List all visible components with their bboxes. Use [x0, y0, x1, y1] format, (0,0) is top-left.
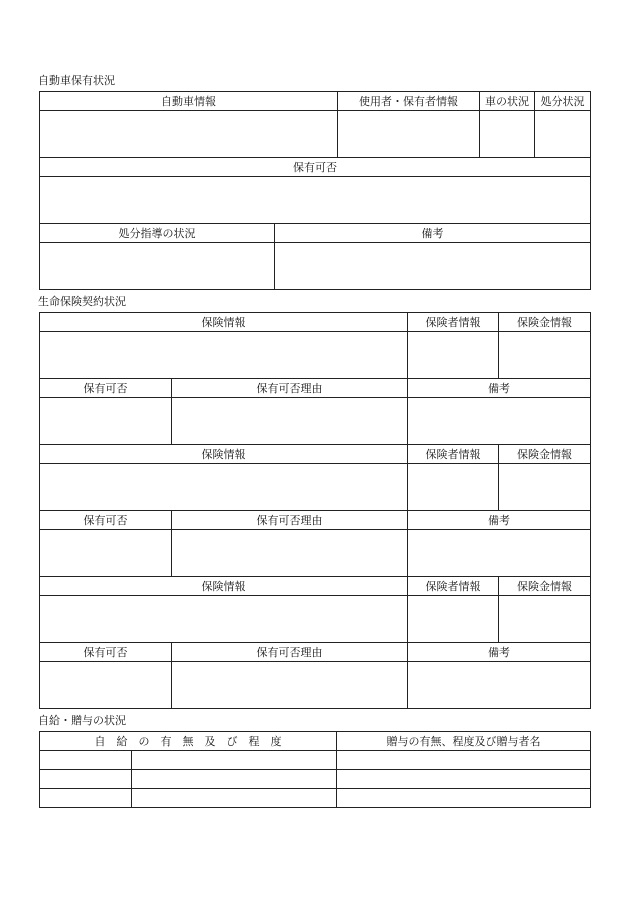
- support-row-cell[interactable]: [40, 751, 132, 770]
- gift-header: 贈与の有無、程度及び贈与者名: [337, 732, 591, 751]
- insured-info-cell[interactable]: [408, 464, 499, 511]
- retention-header: 保有可否: [40, 511, 172, 530]
- disposal-guidance-header: 処分指導の状況: [40, 224, 275, 243]
- insured-info-cell[interactable]: [408, 332, 499, 379]
- disposal-guidance-cell[interactable]: [40, 243, 275, 290]
- vehicle-section-title: 自動車保有状況: [38, 74, 115, 87]
- benefit-info-cell[interactable]: [499, 596, 591, 643]
- insured-info-header: 保険者情報: [408, 313, 499, 332]
- vehicle-info-header: 自動車情報: [40, 92, 338, 111]
- insurance-info-header: 保険情報: [40, 445, 408, 464]
- insurance-remarks-header: 備考: [408, 511, 591, 530]
- support-row-cell[interactable]: [132, 770, 337, 789]
- insurance-info-cell[interactable]: [40, 464, 408, 511]
- retention-reason-cell[interactable]: [172, 530, 408, 577]
- insurance-info-cell[interactable]: [40, 332, 408, 379]
- insurance-remarks-header: 備考: [408, 379, 591, 398]
- insurance-info-header: 保険情報: [40, 577, 408, 596]
- insured-info-header: 保険者情報: [408, 445, 499, 464]
- life-insurance-section-title: 生命保険契約状況: [38, 295, 126, 308]
- retention-cell[interactable]: [40, 398, 172, 445]
- user-owner-info-cell[interactable]: [338, 111, 480, 158]
- support-row-cell[interactable]: [337, 751, 591, 770]
- insurance-info-header: 保険情報: [40, 313, 408, 332]
- retention-reason-header: 保有可否理由: [172, 511, 408, 530]
- self-supply-header: 自給の有無及び程度: [40, 732, 337, 751]
- disposal-status-header: 処分状況: [535, 92, 591, 111]
- vehicle-remarks-cell[interactable]: [275, 243, 591, 290]
- benefit-info-header: 保険金情報: [499, 577, 591, 596]
- insured-info-cell[interactable]: [408, 596, 499, 643]
- disposal-status-cell[interactable]: [535, 111, 591, 158]
- car-status-header: 車の状況: [480, 92, 535, 111]
- retention-header: 保有可否: [40, 379, 172, 398]
- support-section-title: 自給・贈与の状況: [38, 714, 126, 727]
- insurance-remarks-cell[interactable]: [408, 530, 591, 577]
- insurance-remarks-cell[interactable]: [408, 398, 591, 445]
- insured-info-header: 保険者情報: [408, 577, 499, 596]
- support-row-cell[interactable]: [132, 789, 337, 808]
- support-row-cell[interactable]: [132, 751, 337, 770]
- insurance-remarks-header: 備考: [408, 643, 591, 662]
- retention-cell[interactable]: [40, 530, 172, 577]
- support-row-cell[interactable]: [40, 789, 132, 808]
- benefit-info-header: 保険金情報: [499, 313, 591, 332]
- vehicle-info-cell[interactable]: [40, 111, 338, 158]
- insurance-info-cell[interactable]: [40, 596, 408, 643]
- support-row-cell[interactable]: [337, 789, 591, 808]
- retention-reason-cell[interactable]: [172, 398, 408, 445]
- benefit-info-cell[interactable]: [499, 464, 591, 511]
- vehicle-table: [39, 91, 591, 290]
- car-status-cell[interactable]: [480, 111, 535, 158]
- retention-reason-header: 保有可否理由: [172, 379, 408, 398]
- vehicle-remarks-header: 備考: [275, 224, 591, 243]
- retention-reason-header: 保有可否理由: [172, 643, 408, 662]
- support-row-cell[interactable]: [40, 770, 132, 789]
- support-table: [39, 731, 591, 808]
- benefit-info-header: 保険金情報: [499, 445, 591, 464]
- insurance-remarks-cell[interactable]: [408, 662, 591, 709]
- retention-header: 保有可否: [40, 643, 172, 662]
- benefit-info-cell[interactable]: [499, 332, 591, 379]
- life-insurance-table: [39, 312, 591, 709]
- vehicle-retention-cell[interactable]: [40, 177, 591, 224]
- support-row-cell[interactable]: [337, 770, 591, 789]
- retention-cell[interactable]: [40, 662, 172, 709]
- retention-reason-cell[interactable]: [172, 662, 408, 709]
- vehicle-retention-header: 保有可否: [40, 158, 591, 177]
- user-owner-info-header: 使用者・保有者情報: [338, 92, 480, 111]
